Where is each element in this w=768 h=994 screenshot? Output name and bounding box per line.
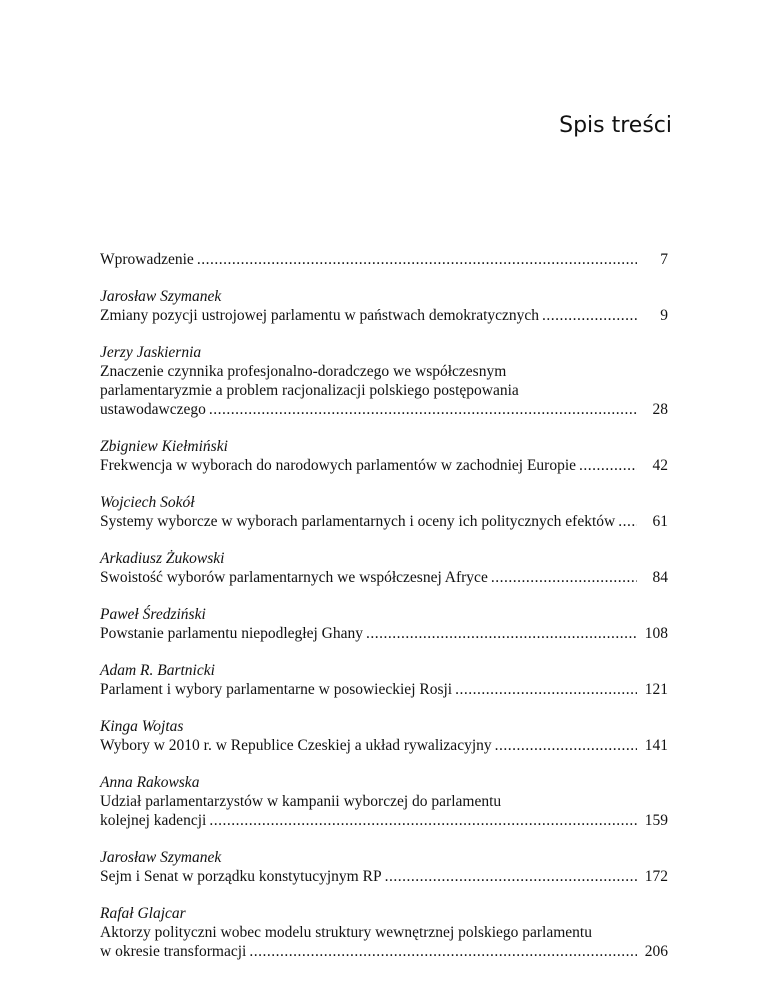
toc-entry [100,549,668,587]
toc-title: Wprowadzenie [100,251,194,268]
toc-entry [100,493,668,531]
toc-author: Kinga Wojtas [100,718,184,735]
dot-leader [495,736,637,755]
toc-author: Paweł Średziński [100,606,206,623]
toc-title-line: Aktorzy polityczni wobec modelu struktury wewnętrznej polskiego parlamentu [100,924,592,941]
dot-leader [366,624,637,643]
dot-leader [455,680,637,699]
dot-leader [618,512,637,531]
toc-page-number: 141 [644,737,668,754]
toc-author: Jerzy Jaskiernia [100,344,202,361]
toc-entry [100,773,668,830]
toc-leader-line [100,624,668,643]
toc-title-line: Udział parlamentarzystów w kampanii wyborczej do parlamentu [100,793,502,810]
toc-entry [100,250,668,269]
page-title: Spis treści [559,113,672,138]
toc-leader-line [100,680,668,699]
toc-page-number: 28 [652,401,668,418]
toc-page-number: 159 [644,812,668,829]
toc-title: ustawodawczego [100,401,206,418]
toc-page-number: 7 [660,251,668,268]
toc-title: Sejm i Senat w porządku konstytucyjnym RP [100,868,382,885]
toc-entry [100,437,668,475]
dot-leader [249,942,637,961]
toc-author: Arkadiusz Żukowski [100,550,225,567]
toc-leader-line [100,867,668,886]
toc-author: Rafał Glajcar [100,905,186,922]
toc-leader-line [100,306,668,325]
dot-leader [209,400,637,419]
toc-leader-line [100,568,668,587]
toc-title-line: Znaczenie czynnika profesjonalno-doradczego we współczesnym [100,363,507,380]
toc-entry [100,605,668,643]
toc-leader-line [100,456,668,475]
toc-leader-line [100,942,668,961]
toc-entry [100,717,668,755]
toc-title: Swoistość wyborów parlamentarnych we współczesnej Afryce [100,569,488,586]
dot-leader [542,306,637,325]
toc-entry [100,904,668,961]
toc-leader-line [100,736,668,755]
dot-leader [579,456,637,475]
toc-leader-line [100,400,668,419]
toc-entry [100,661,668,699]
toc-page-number: 61 [652,513,668,530]
toc-title: Frekwencja w wyborach do narodowych parlamentów w zachodniej Europie [100,457,577,474]
toc-leader-line [100,250,668,269]
toc-author: Zbigniew Kiełmiński [100,438,228,455]
toc-author: Anna Rakowska [100,774,200,791]
dot-leader [197,250,637,269]
dot-leader [491,568,637,587]
toc-title: Parlament i wybory parlamentarne w posowieckiej Rosji [100,681,453,698]
toc-page-number: 206 [644,943,668,960]
table-of-contents [100,250,668,979]
toc-page-number: 9 [660,307,668,324]
toc-title-line: parlamentaryzmie a problem racjonalizacji polskiego postępowania [100,382,519,399]
toc-author: Wojciech Sokół [100,494,195,511]
toc-title: kolejnej kadencji [100,812,207,829]
toc-page-number: 84 [652,569,668,586]
toc-title: w okresie transformacji [100,943,247,960]
toc-title: Powstanie parlamentu niepodległej Ghany [100,625,364,642]
toc-author: Jarosław Szymanek [100,849,222,866]
toc-title: Wybory w 2010 r. w Republice Czeskiej a układ rywalizacyjny [100,737,492,754]
dot-leader [385,867,637,886]
toc-entry [100,343,668,419]
toc-leader-line [100,512,668,531]
toc-title: Zmiany pozycji ustrojowej parlamentu w państwach demokratycznych [100,307,540,324]
toc-entry [100,848,668,886]
dot-leader [209,811,637,830]
toc-title: Systemy wyborcze w wyborach parlamentarnych i oceny ich politycznych efektów [100,513,616,530]
toc-entry [100,287,668,325]
toc-leader-line [100,811,668,830]
toc-author: Adam R. Bartnicki [100,662,215,679]
toc-page-number: 121 [644,681,668,698]
toc-author: Jarosław Szymanek [100,288,222,305]
toc-page-number: 42 [652,457,668,474]
toc-page-number: 108 [644,625,668,642]
toc-page-number: 172 [644,868,668,885]
